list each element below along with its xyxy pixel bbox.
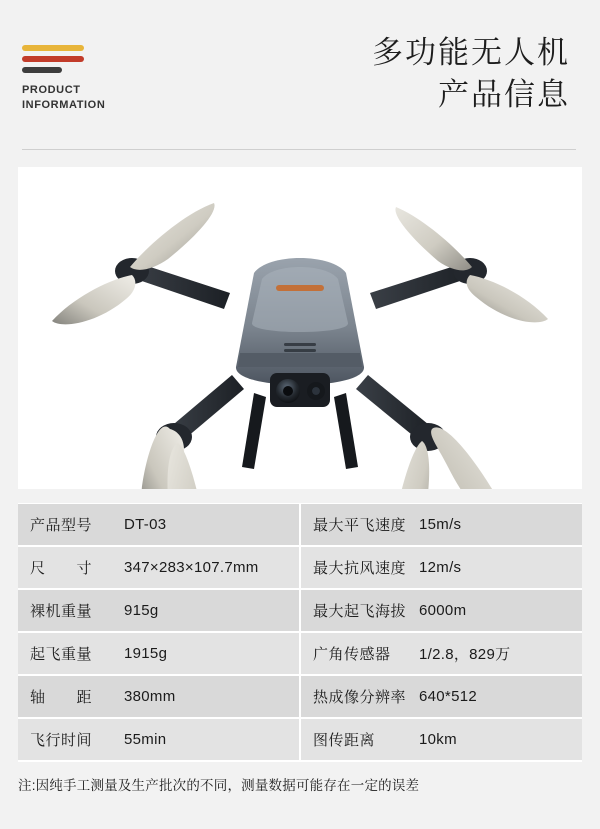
spec-pair-left xyxy=(18,590,301,631)
spec-value: 15m/s xyxy=(419,516,462,533)
brand-caption-line2: INFORMATION xyxy=(22,99,106,111)
drone-illustration xyxy=(18,167,582,489)
spec-label: 轴 距 xyxy=(30,689,93,706)
spec-value: 1/2.8，829万 xyxy=(419,646,511,663)
table-row xyxy=(18,633,582,676)
table-row xyxy=(18,504,582,547)
brand-bars-icon xyxy=(22,45,84,73)
spec-pair-left xyxy=(18,547,301,588)
spec-label: 图传距离 xyxy=(313,732,376,749)
spec-pair-right xyxy=(301,719,582,760)
spec-label: 飞行时间 xyxy=(30,732,93,749)
spec-label: 尺 寸 xyxy=(30,560,93,577)
spec-value: 1915g xyxy=(124,645,168,662)
page-title: 多功能无人机 xyxy=(372,35,570,71)
brand-caption-line1: PRODUCT xyxy=(22,84,81,97)
spec-value: 10km xyxy=(419,731,457,748)
header-divider xyxy=(22,149,576,150)
spec-pair-right xyxy=(301,676,582,717)
spec-label: 起飞重量 xyxy=(30,646,93,663)
spec-value: 347×283×107.7mm xyxy=(124,559,259,576)
spec-pair-right xyxy=(301,590,582,631)
product-image-panel xyxy=(18,167,582,489)
spec-value: 380mm xyxy=(124,688,176,705)
spec-label: 最大起飞海拔 xyxy=(313,603,407,620)
brand-block xyxy=(22,37,182,113)
table-row xyxy=(18,547,582,590)
spec-pair-right xyxy=(301,504,582,545)
spec-pair-left xyxy=(18,633,301,674)
spec-label: 产品型号 xyxy=(30,517,93,534)
spec-label: 广角传感器 xyxy=(313,646,391,663)
spec-label: 热成像分辨率 xyxy=(313,689,407,706)
spec-value: 55min xyxy=(124,731,167,748)
spec-value: DT-03 xyxy=(124,516,167,533)
specification-table xyxy=(18,503,582,762)
measurement-note: 注:因纯手工测量及生产批次的不同，测量数据可能存在一定的误差 xyxy=(18,778,420,793)
header-titles xyxy=(182,34,576,115)
spec-value: 6000m xyxy=(419,602,467,619)
spec-label: 裸机重量 xyxy=(30,603,93,620)
spec-pair-right xyxy=(301,633,582,674)
spec-pair-left xyxy=(18,676,301,717)
table-row xyxy=(18,590,582,633)
spec-value: 640*512 xyxy=(419,688,477,705)
spec-value: 12m/s xyxy=(419,559,462,576)
table-row xyxy=(18,676,582,719)
spec-label: 最大抗风速度 xyxy=(313,560,407,577)
spec-pair-right xyxy=(301,547,582,588)
spec-pair-left xyxy=(18,719,301,760)
page-subtitle: 产品信息 xyxy=(438,77,570,113)
page-header xyxy=(0,0,600,150)
spec-value: 915g xyxy=(124,602,159,619)
spec-label: 最大平飞速度 xyxy=(313,517,407,534)
spec-pair-left xyxy=(18,504,301,545)
brand-caption xyxy=(22,83,182,113)
table-row xyxy=(18,719,582,762)
